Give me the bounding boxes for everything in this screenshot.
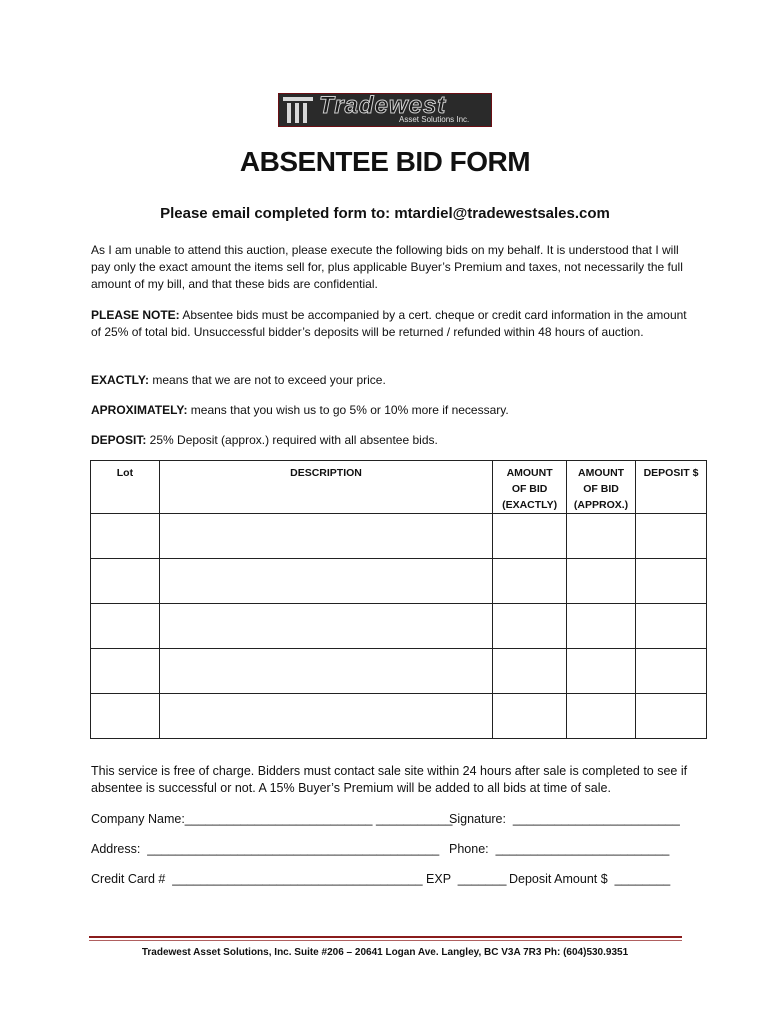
exact-amount-cell[interactable]	[493, 514, 567, 559]
header-amount-exactly: AMOUNT OF BID (EXACTLY)	[493, 461, 567, 514]
approx-definition	[91, 402, 691, 419]
note-paragraph	[91, 307, 691, 341]
lot-cell[interactable]	[91, 604, 160, 649]
deposit-cell[interactable]	[636, 694, 707, 739]
table-row	[91, 649, 707, 694]
deposit-cell[interactable]	[636, 604, 707, 649]
page-title: ABSENTEE BID FORM	[239, 146, 531, 177]
exactly-label: EXACTLY:	[91, 373, 150, 387]
description-cell[interactable]	[159, 649, 492, 694]
logo-tagline: Asset Solutions Inc.	[399, 115, 470, 124]
deposit-cell[interactable]	[636, 514, 707, 559]
approx-amount-cell[interactable]	[567, 604, 636, 649]
description-cell[interactable]	[159, 604, 492, 649]
exact-amount-cell[interactable]	[493, 694, 567, 739]
footer-address: Tradewest Asset Solutions, Inc. Suite #206 – 20641 Logan Ave. Langley, BC V3A 7R3 Ph: (604)530.9351	[141, 947, 629, 958]
table-row	[91, 694, 707, 739]
approx-amount-cell[interactable]	[567, 514, 636, 559]
deposit-text: 25% Deposit (approx.) required with all absentee bids.	[146, 433, 438, 447]
company-name-field[interactable]: Company Name:___________________________ ___________	[91, 812, 453, 826]
table-row	[91, 559, 707, 604]
deposit-label: DEPOSIT:	[91, 433, 147, 447]
bid-table-header	[91, 461, 707, 514]
logo-mark-icon	[283, 97, 313, 123]
description-cell[interactable]	[159, 694, 492, 739]
deposit-amount-field[interactable]: Deposit Amount $ ________	[509, 872, 671, 886]
header-amount-approx: AMOUNT OF BID (APPROX.)	[567, 461, 636, 514]
approx-text: means that you wish us to go 5% or 10% more if necessary.	[187, 403, 509, 417]
address-field[interactable]: Address: __________________________________________	[91, 842, 440, 856]
signature-field[interactable]: Signature: ________________________	[449, 812, 680, 826]
bid-table	[90, 460, 707, 739]
deposit-cell[interactable]	[636, 649, 707, 694]
logo-wordmark: Tradewest	[319, 92, 447, 119]
description-cell[interactable]	[159, 559, 492, 604]
approx-label: APROXIMATELY:	[91, 403, 188, 417]
approx-amount-cell[interactable]	[567, 694, 636, 739]
email-instruction: Please email completed form to: mtardiel@tradewestsales.com	[160, 205, 610, 222]
deposit-cell[interactable]	[636, 559, 707, 604]
approx-amount-cell[interactable]	[567, 559, 636, 604]
note-text: Absentee bids must be accompanied by a cert. cheque or credit card information in the amount of 25% of total bid. Unsuccessful bidder’s deposits will be returned / refunded within 48 hours of auction.	[91, 308, 687, 339]
lot-cell[interactable]	[91, 559, 160, 604]
exact-amount-cell[interactable]	[493, 559, 567, 604]
header-lot: Lot	[91, 461, 160, 514]
footer-divider	[89, 936, 682, 938]
deposit-definition	[91, 432, 691, 449]
phone-field[interactable]: Phone: _________________________	[449, 842, 670, 856]
header-deposit: DEPOSIT $	[636, 461, 707, 514]
description-cell[interactable]	[159, 514, 492, 559]
lot-cell[interactable]	[91, 649, 160, 694]
exactly-definition	[91, 372, 691, 389]
credit-card-field[interactable]: Credit Card # ____________________________________ EXP _______	[91, 872, 507, 886]
exact-amount-cell[interactable]	[493, 604, 567, 649]
intro-paragraph: As I am unable to attend this auction, please execute the following bids on my behalf. It is understood that I will pay only the exact amount the items sell for, plus applicable Buyer’s Premium and taxes, not necessarily the full amount of my bill, and that these bids are confidential.	[91, 243, 683, 291]
exactly-text: means that we are not to exceed your price.	[149, 373, 386, 387]
table-row	[91, 604, 707, 649]
lot-cell[interactable]	[91, 694, 160, 739]
table-row	[91, 514, 707, 559]
footer-divider-thin	[89, 940, 682, 941]
exact-amount-cell[interactable]	[493, 649, 567, 694]
lot-cell[interactable]	[91, 514, 160, 559]
service-paragraph: This service is free of charge. Bidders must contact sale site within 24 hours after sale is completed to see if absentee is successful or not. A 15% Buyer’s Premium will be added to all bids at time of sale.	[91, 764, 688, 795]
approx-amount-cell[interactable]	[567, 649, 636, 694]
header-description: DESCRIPTION	[159, 461, 492, 514]
note-label: PLEASE NOTE:	[91, 308, 180, 322]
company-logo	[278, 93, 492, 127]
